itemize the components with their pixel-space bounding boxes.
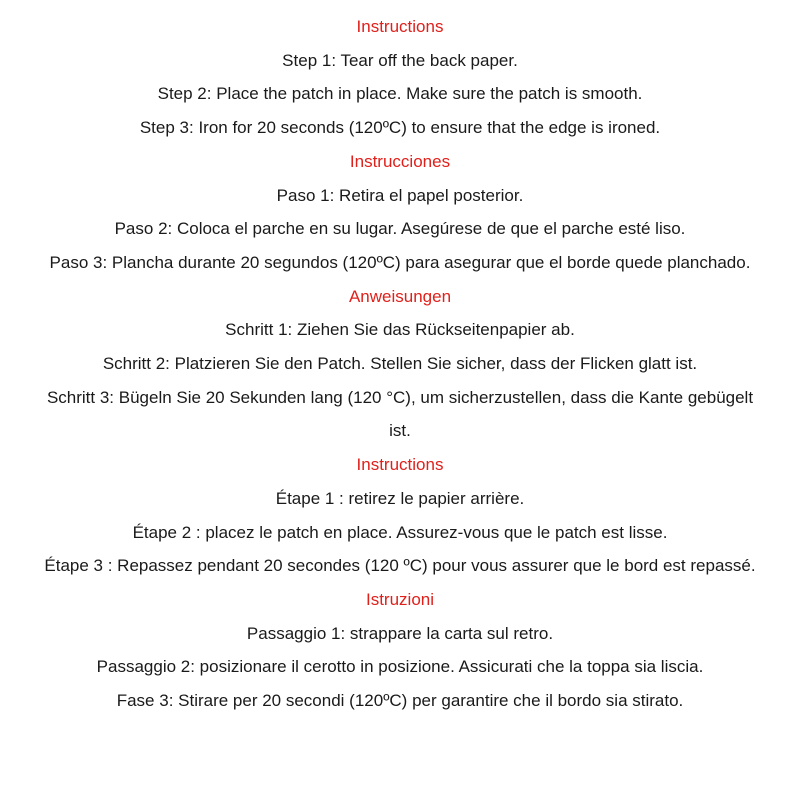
step-line: Étape 1 : retirez le papier arrière. xyxy=(275,488,525,508)
step-line: Paso 2: Coloca el parche en su lugar. Asegúrese de que el parche esté liso. xyxy=(114,219,686,239)
section-title: Instructions xyxy=(356,17,444,36)
section-title: Instructions xyxy=(356,455,444,475)
step-line: Paso 1: Retira el papel posterior. xyxy=(276,185,524,205)
step-line: Passaggio 2: posizionare il cerotto in posizione. Assicurati che la toppa sia liscia. xyxy=(96,657,704,677)
step-line: Step 3: Iron for 20 seconds (120ºC) to ensure that the edge is ironed. xyxy=(139,118,661,138)
instructions-document xyxy=(0,10,800,718)
step-line: Step 2: Place the patch in place. Make sure the patch is smooth. xyxy=(157,84,643,104)
section-french xyxy=(0,448,800,583)
step-line: Schritt 2: Platzieren Sie den Patch. Stellen Sie sicher, dass der Flicken glatt ist. xyxy=(102,354,698,374)
step-line: Étape 2 : placez le patch en place. Assurez-vous que le patch est lisse. xyxy=(132,522,668,542)
step-line: Passaggio 1: strappare la carta sul retro. xyxy=(246,623,554,643)
section-italian xyxy=(0,583,800,718)
section-title: Instrucciones xyxy=(349,151,451,171)
step-line: Paso 3: Plancha durante 20 segundos (120ºC) para asegurar que el borde quede planchado. xyxy=(49,252,751,272)
step-line: Étape 3 : Repassez pendant 20 secondes (120 ºC) pour vous assurer que le bord est repassé. xyxy=(44,556,756,576)
section-english xyxy=(0,10,800,145)
section-german xyxy=(0,280,800,449)
step-line: Schritt 1: Ziehen Sie das Rückseitenpapier ab. xyxy=(225,320,575,340)
section-title: Anweisungen xyxy=(348,286,452,306)
section-title: Istruzioni xyxy=(365,589,435,609)
step-line: Fase 3: Stirare per 20 secondi (120ºC) per garantire che il bordo sia stirato. xyxy=(116,691,684,711)
step-line: Step 1: Tear off the back paper. xyxy=(282,50,518,70)
step-line: Schritt 3: Bügeln Sie 20 Sekunden lang (120 °C), um sicherzustellen, dass die Kante gebügelt ist. xyxy=(46,387,754,441)
section-spanish xyxy=(0,145,800,280)
